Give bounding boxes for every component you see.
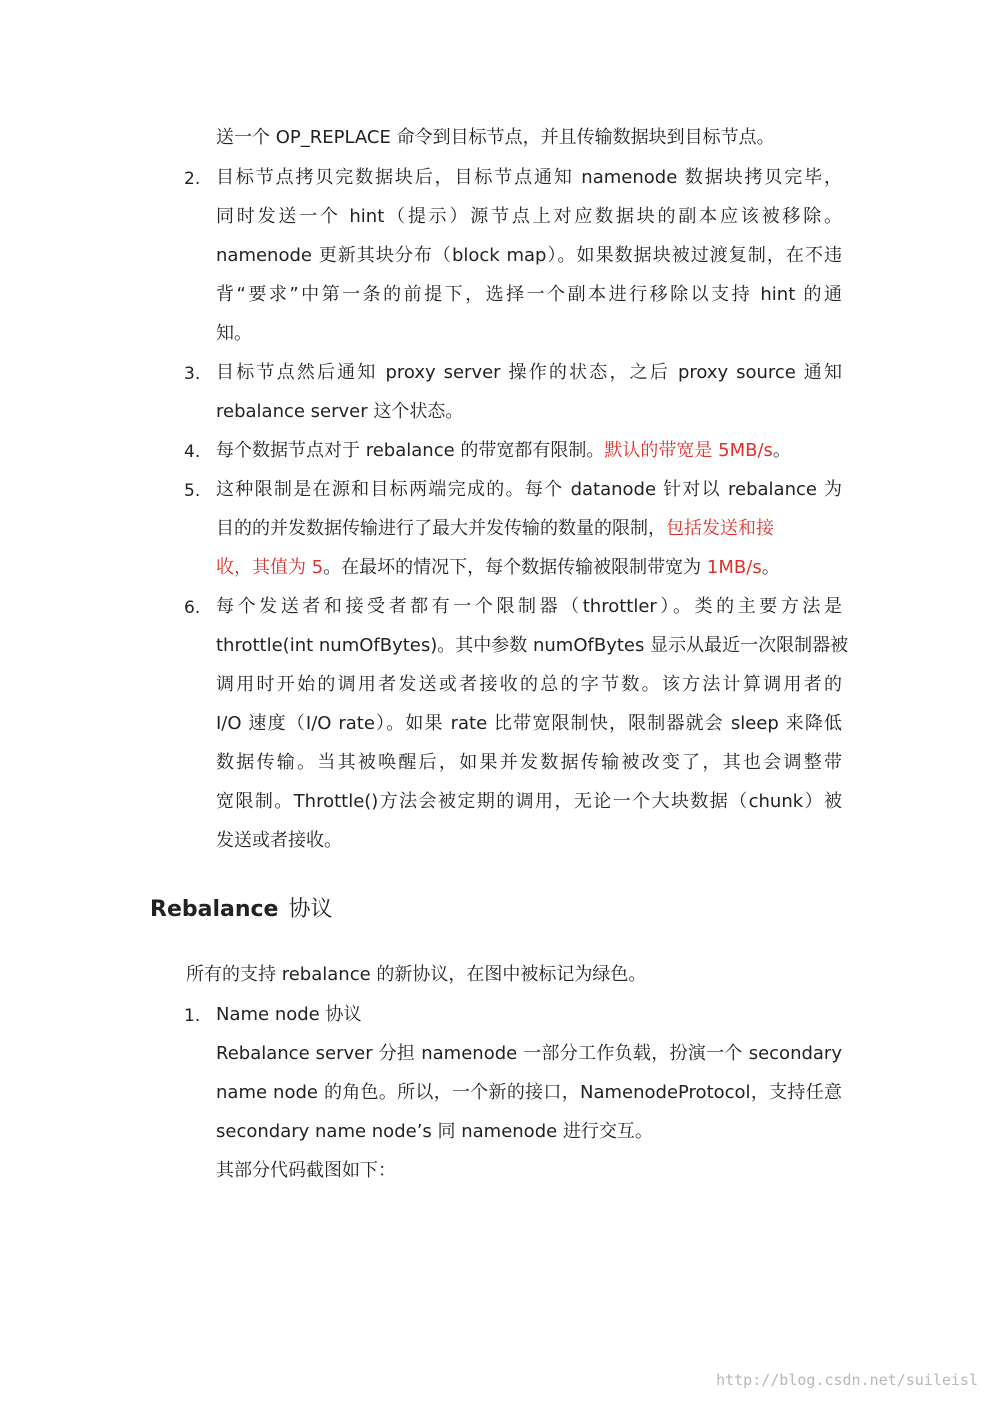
list-number: 2.	[184, 169, 201, 189]
highlight-text: 默认的带宽是 5MB/s	[604, 440, 773, 461]
paragraph-line: 知。	[216, 323, 252, 344]
paragraph-line: throttle(int numOfBytes)。其中参数 numOfBytes 显示从最近一次限制器被	[216, 635, 849, 656]
highlight-text: 1MB/s	[706, 557, 762, 578]
paragraph-line: 数据传输。当其被唤醒后，如果并发数据传输被改变了，其也会调整带	[216, 752, 842, 773]
paragraph-line: namenode 更新其块分布（block map）。如果数据块被过渡复制，在不违	[216, 245, 842, 266]
paragraph-line: name node 的角色。所以，一个新的接口，NamenodeProtocol，支持任意	[216, 1082, 842, 1103]
heading-title: Rebalance	[150, 897, 279, 922]
text-span: 。	[761, 557, 780, 578]
text-span: 目的的并发数据传输进行了最大并发传输的数量的限制，	[216, 518, 666, 539]
paragraph-line: 发送或者接收。	[216, 830, 342, 851]
list-number: 3.	[184, 364, 201, 384]
paragraph-line: 宽限制。Throttle()方法会被定期的调用，无论一个大块数据（chunk）被	[216, 791, 842, 812]
paragraph-line: 同时发送一个 hint（提示）源节点上对应数据块的副本应该被移除。	[216, 206, 842, 227]
paragraph-line	[216, 517, 842, 541]
highlight-text: 收，其值为 5	[216, 557, 324, 578]
section-heading	[150, 896, 332, 924]
list-number: 6.	[184, 598, 201, 618]
text-span: 。在最坏的情况下，每个数据传输被限制带宽为	[323, 557, 707, 578]
list-number: 1.	[184, 1006, 201, 1026]
text-span: 。	[772, 440, 791, 461]
paragraph-line: rebalance server 这个状态。	[216, 401, 464, 422]
paragraph-line: 这种限制是在源和目标两端完成的。每个 datanode 针对以 rebalance 为	[216, 479, 842, 500]
paragraph-line: 送一个 OP_REPLACE 命令到目标节点，并且传输数据块到目标节点。	[216, 127, 775, 148]
heading-subtitle: 协议	[288, 897, 333, 922]
paragraph-line: 背“要求”中第一条的前提下，选择一个副本进行移除以支持 hint 的通	[216, 284, 842, 305]
paragraph-line: 调用时开始的调用者发送或者接收的总的字节数。该方法计算调用者的	[216, 674, 842, 695]
paragraph-line: 目标节点拷贝完数据块后，目标节点通知 namenode 数据块拷贝完毕，	[216, 167, 842, 188]
paragraph-line	[216, 556, 842, 580]
paragraph-line: 目标节点然后通知 proxy server 操作的状态，之后 proxy source 通知	[216, 362, 842, 383]
watermark: http://blog.csdn.net/suileisl	[716, 1371, 978, 1389]
paragraph-line: 其部分代码截图如下：	[216, 1160, 396, 1181]
paragraph-line: secondary name node’s 同 namenode 进行交互。	[216, 1121, 653, 1142]
paragraph-line: Rebalance server 分担 namenode 一部分工作负载，扮演一个 secondary	[216, 1043, 842, 1064]
highlight-text: 包括发送和接	[666, 518, 774, 539]
paragraph-line	[216, 439, 842, 463]
paragraph-line: I/O 速度（I/O rate）。如果 rate 比带宽限制快，限制器就会 sleep 来降低	[216, 713, 842, 734]
list-number: 5.	[184, 481, 201, 501]
list-number: 4.	[184, 442, 201, 462]
paragraph-line: 每个发送者和接受者都有一个限制器（throttler）。类的主要方法是	[216, 596, 842, 617]
list-item-title: Name node 协议	[216, 1004, 362, 1025]
section-intro: 所有的支持 rebalance 的新协议，在图中被标记为绿色。	[186, 964, 647, 985]
text-span: 每个数据节点对于 rebalance 的带宽都有限制。	[216, 440, 605, 461]
